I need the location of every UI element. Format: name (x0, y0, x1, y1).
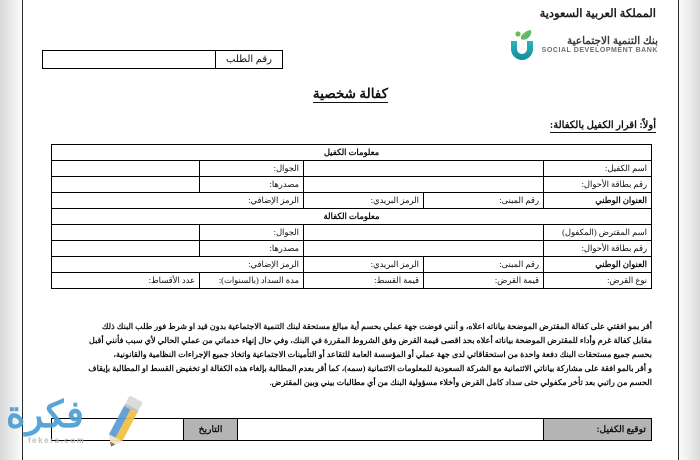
label-borrower-id: رقم بطاقة الأحوال: (544, 241, 652, 257)
input-borrower-id-issuer[interactable] (51, 241, 199, 257)
request-number-label: رقم الطلب (215, 51, 282, 68)
social-development-bank-logo-icon (507, 28, 537, 62)
section-heading (550, 120, 656, 131)
page-border-right (678, 0, 679, 460)
label-guarantor-id-issuer: مصدرها: (200, 177, 304, 193)
document-sheet (23, 0, 678, 460)
label-borrower-national-address: العنوان الوطني (544, 257, 652, 273)
declaration-line: و أقر بالمو افقة على مشاركة بياناتي الائتمانية مع الشركة السعودية للمعلومات الائتمانية (سمه)، كما أقر بعدم المطالبة بإلغاء هذه الكفالة او تخفيض القسط او المطالبة بإيقاف (88, 364, 652, 374)
bank-name-arabic: بنك التنمية الاجتماعية (567, 34, 658, 47)
request-number-input[interactable] (43, 51, 215, 68)
label-date: التاريخ (184, 419, 238, 441)
input-borrower-mobile[interactable] (51, 225, 199, 241)
watermark-subtext: fekera.com (28, 436, 86, 445)
table-row (51, 161, 651, 177)
bank-name-english: SOCIAL DEVELOPMENT BANK (541, 46, 658, 54)
label-borrower-building-no[interactable]: رقم المبنى: (424, 257, 544, 273)
label-guarantor-name: اسم الكفيل: (544, 161, 652, 177)
signature-table (51, 418, 652, 441)
input-borrower-name[interactable] (304, 225, 544, 241)
label-loan-amount[interactable]: قيمة القرض: (424, 273, 544, 289)
input-borrower-id[interactable] (304, 241, 544, 257)
label-loan-type[interactable]: نوع القرض: (544, 273, 652, 289)
request-number-box[interactable] (42, 50, 283, 69)
table-row (51, 209, 651, 225)
label-borrower-postal-code[interactable]: الرمز البريدي: (304, 257, 424, 273)
table-row (51, 145, 651, 161)
label-borrower-id-issuer: مصدرها: (200, 241, 304, 257)
input-guarantor-id[interactable] (304, 177, 544, 193)
band-guarantor-info: معلومات الكفيل (51, 145, 651, 161)
section-heading-text: أولاً: اقرار الكفيل بالكفالة: (549, 120, 656, 131)
declaration-line: أقر بمو افقتي على كفالة المقترض الموضحة بياناته اعلاه، و أنني فوضت جهة عملي بحسم أية مبالغ مستحقة لبنك التنمية الاجتماعية بدون قيد او شرط فور طلب البنك ذلك (101, 322, 652, 331)
label-guarantor-postal-code[interactable]: الرمز البريدي: (304, 193, 424, 209)
label-guarantor-building-no[interactable]: رقم المبنى: (424, 193, 544, 209)
document-title (23, 86, 678, 102)
table-row (51, 193, 651, 209)
declaration-paragraph (52, 320, 652, 391)
label-guarantor-national-address: العنوان الوطني (544, 193, 652, 209)
input-guarantor-signature[interactable] (238, 419, 544, 441)
table-row (51, 257, 651, 273)
table-row (52, 419, 652, 441)
label-borrower-additional-code[interactable]: الرمز الإضافي: (51, 257, 303, 273)
label-guarantor-additional-code[interactable]: الرمز الإضافي: (51, 193, 303, 209)
declaration-line: الحسم من راتبي بعد تأخر مكفولي حتى سداد كامل القرض وأخلاء مسؤولية البنك من أي مطالبات بيني وبين المقترض. (269, 378, 652, 388)
input-guarantor-name[interactable] (304, 161, 544, 177)
label-guarantor-signature: توقيع الكفيل: (544, 419, 652, 441)
watermark-text: فكرة (6, 394, 84, 435)
input-guarantor-id-issuer[interactable] (51, 177, 199, 193)
label-borrower-mobile: الجوال: (200, 225, 304, 241)
label-borrower-name: اسم المقترض (المكفول) (544, 225, 652, 241)
label-guarantor-id: رقم بطاقة الأحوال: (544, 177, 652, 193)
bank-logo (507, 28, 658, 62)
bank-logo-text (542, 36, 658, 54)
declaration-line: مقابل كفالة غرم وأداء للمقترض الموضحة بياناته أعلاه بحد اقصى قيمة القرض وفق الشروط المقررة في البنك، وفي حال إنهاء خدماتي من عملي الحالي لأي سبب فأنني أقبل (88, 336, 652, 346)
label-repayment-period[interactable]: مدة السداد (بالسنوات): (200, 273, 304, 289)
label-installments-count[interactable]: عدد الأقساط: (51, 273, 199, 289)
table-row (51, 273, 651, 289)
guarantee-form-table (51, 144, 652, 289)
input-date[interactable] (52, 419, 184, 441)
input-guarantor-mobile[interactable] (51, 161, 199, 177)
table-row (51, 241, 651, 257)
table-row (51, 225, 651, 241)
table-row (51, 177, 651, 193)
label-guarantor-mobile: الجوال: (200, 161, 304, 177)
document-title-text: كفالة شخصية (312, 86, 389, 101)
band-guarantee-info: معلومات الكفالة (51, 209, 651, 225)
declaration-line: بحسم جميع مستحقات البنك دفعة واحدة من استحقاقاتي لدى جهة عملي أو المؤسسة العامة للتقاعد أو التأمينات الاجتماعية واتخاذ جميع الإجراءات النظامية والقانونية، (113, 350, 652, 360)
label-installment-amount[interactable]: قيمة القسط: (304, 273, 424, 289)
kingdom-heading: المملكة العربية السعودية (539, 8, 656, 20)
